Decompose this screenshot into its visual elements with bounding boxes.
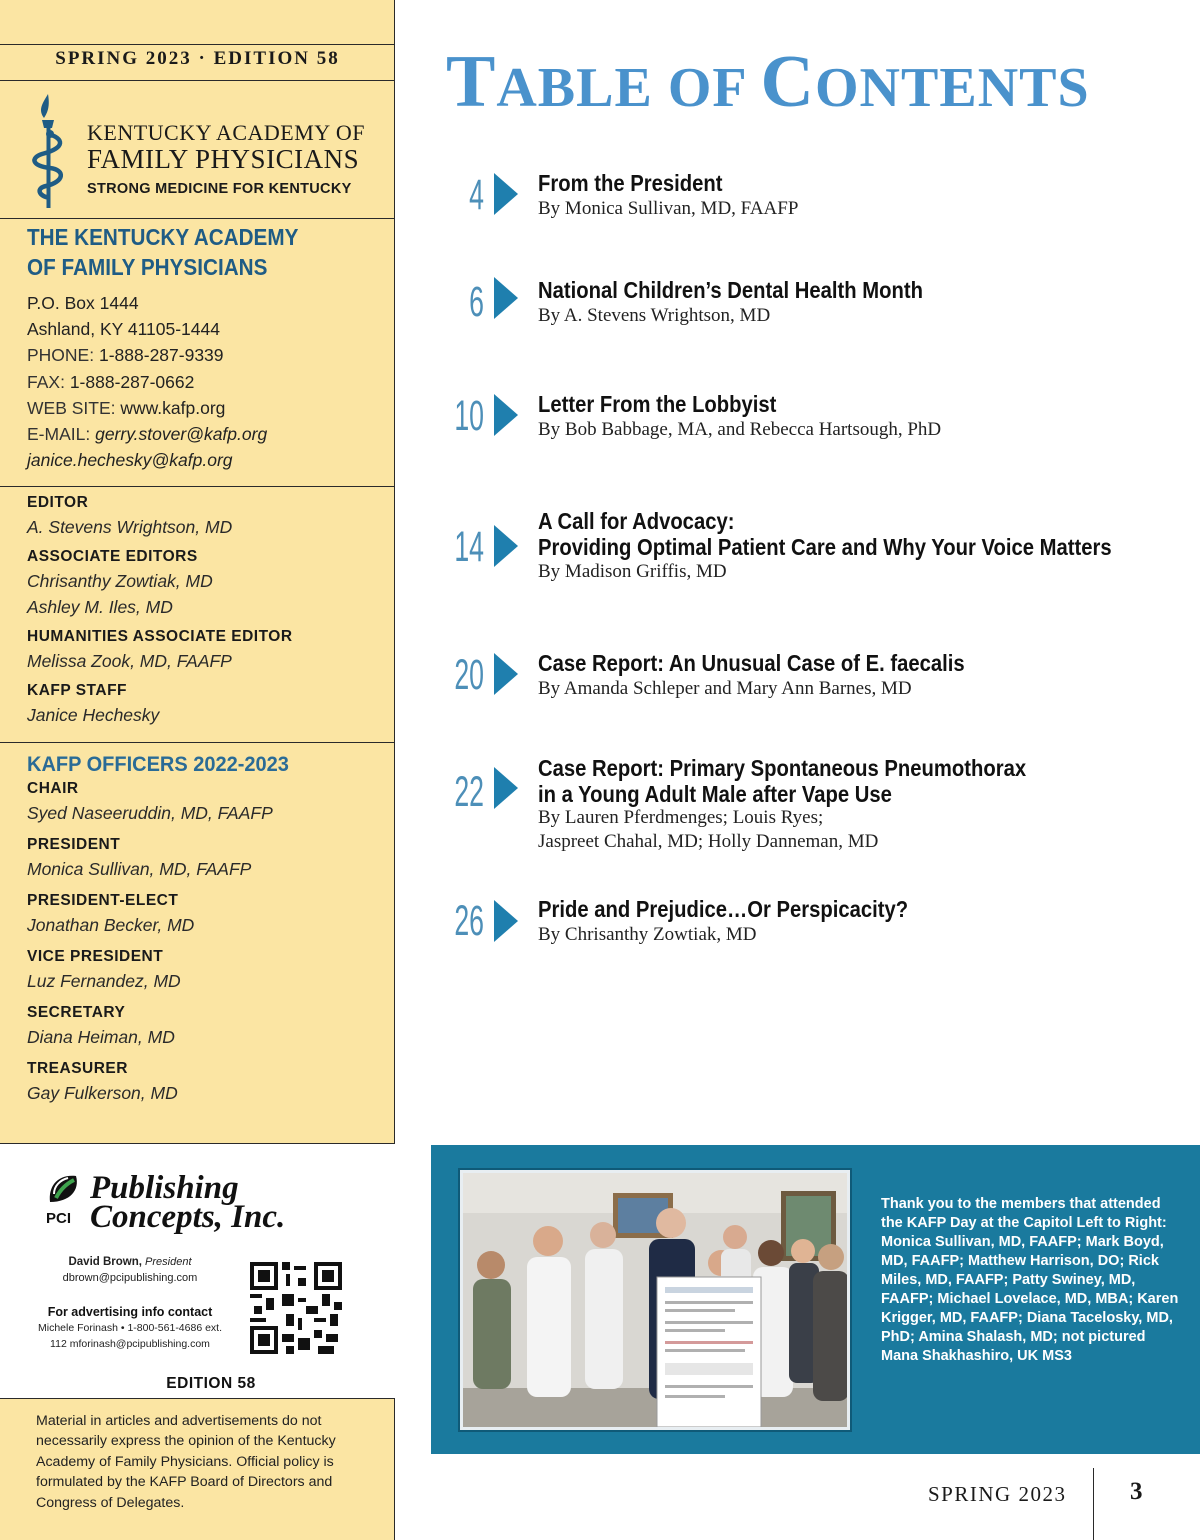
toc-entry[interactable] xyxy=(420,755,1180,855)
email-line xyxy=(27,421,387,447)
entry-title: Letter From the Lobbyist xyxy=(538,391,777,417)
logo-tagline: STRONG MEDICINE FOR KENTUCKY xyxy=(87,181,352,197)
ad-line-1: Michele Forinash • 1-800-561-4686 ext. xyxy=(37,1322,223,1334)
toc-entry[interactable] xyxy=(420,650,1180,710)
page-number: 26 xyxy=(454,897,484,945)
kafp-staff-name: Janice Hechesky xyxy=(27,705,160,725)
phone-number: 1-888-287-9339 xyxy=(98,345,224,366)
group-photo-illustration xyxy=(463,1173,850,1430)
entry-author: By Chrisanthy Zowtiak, MD xyxy=(538,924,757,945)
website-label: WEB SITE: xyxy=(27,397,116,418)
pci-leaf-icon xyxy=(46,1172,86,1208)
entry-author: By Monica Sullivan, MD, FAAFP xyxy=(538,198,799,219)
divider xyxy=(0,742,395,743)
arrow-icon xyxy=(494,900,518,942)
ad-line-2: 112 mforinash@pcipublishing.com xyxy=(50,1338,210,1350)
editorial-staff xyxy=(27,492,387,728)
email-label: E-MAIL: xyxy=(27,424,91,445)
academy-name-line-2: OF FAMILY PHYSICIANS xyxy=(27,254,268,280)
toc-entry[interactable] xyxy=(420,170,1180,230)
fax-label: FAX: xyxy=(27,371,65,392)
toc-entry[interactable] xyxy=(420,896,1180,956)
publisher-edition: EDITION 58 xyxy=(166,1375,256,1392)
editor-label: EDITOR xyxy=(27,494,89,511)
page-number: 4 xyxy=(469,171,484,219)
humanities-editor-label: HUMANITIES ASSOCIATE EDITOR xyxy=(27,628,293,645)
entry-title: Pride and Prejudice…Or Perspicacity? xyxy=(538,896,909,922)
divider xyxy=(0,218,395,219)
sidebar xyxy=(0,0,395,1540)
officer-role: SECRETARY xyxy=(27,1004,126,1021)
page-number: 14 xyxy=(454,523,484,571)
officer-name: Syed Naseeruddin, MD, FAAFP xyxy=(27,803,273,823)
email-link-2[interactable]: janice.hechesky@kafp.org xyxy=(27,450,233,471)
pci-abbr: PCI xyxy=(46,1210,72,1227)
arrow-icon xyxy=(494,525,518,567)
edition-line: SPRING 2023 · EDITION 58 xyxy=(55,48,340,69)
entry-author: By Lauren Pferdmenges; Louis Ryes; xyxy=(538,807,824,828)
entry-author: By Madison Griffis, MD xyxy=(538,561,727,582)
divider xyxy=(0,80,395,81)
page-number: 20 xyxy=(454,651,484,699)
entry-title: Case Report: An Unusual Case of E. faecalis xyxy=(538,650,965,676)
officer-name: Jonathan Becker, MD xyxy=(27,915,195,935)
qr-code-icon[interactable] xyxy=(250,1262,342,1354)
divider xyxy=(0,1398,395,1399)
entry-author: By Amanda Schleper and Mary Ann Barnes, MD xyxy=(538,678,912,699)
entry-title: A Call for Advocacy: xyxy=(538,508,735,534)
disclaimer: Material in articles and advertisements do not necessarily express the opinion of the Kentucky Academy of Family Physicians. Official policy is formulated by the KAFP Board of Directors and Congress of Delegates. xyxy=(36,1413,336,1511)
toc-entry[interactable] xyxy=(420,391,1180,451)
entry-author-line-2: Jaspreet Chahal, MD; Holly Danneman, MD xyxy=(538,831,879,852)
pci-word-1: Publishing xyxy=(90,1170,239,1206)
arrow-icon xyxy=(494,394,518,436)
page-number-footer: 3 xyxy=(1130,1478,1143,1505)
caduceus-flame-icon xyxy=(28,92,78,212)
contact-title: President xyxy=(145,1256,192,1268)
website-line xyxy=(27,395,387,421)
divider xyxy=(0,486,395,487)
officer-name: Monica Sullivan, MD, FAAFP xyxy=(27,859,252,879)
toc-title: TABLE OF CONTENTS xyxy=(446,41,1090,123)
page-number: 10 xyxy=(454,392,484,440)
officer-role: TREASURER xyxy=(27,1060,128,1077)
arrow-icon xyxy=(494,277,518,319)
kafp-logo xyxy=(28,92,368,212)
po-box: P.O. Box 1444 xyxy=(27,293,139,313)
ad-heading: For advertising info contact xyxy=(47,1305,213,1319)
website-link[interactable]: www.kafp.org xyxy=(120,397,226,418)
advertising-contact xyxy=(30,1304,230,1352)
arrow-icon xyxy=(494,173,518,215)
officers-block xyxy=(27,750,387,1107)
entry-title: From the President xyxy=(538,170,723,196)
publisher-contact xyxy=(30,1254,230,1286)
officer-role: VICE PRESIDENT xyxy=(27,948,164,965)
entry-title-line-2: in a Young Adult Male after Vape Use xyxy=(538,781,892,807)
entry-author: By A. Stevens Wrightson, MD xyxy=(538,305,771,326)
entry-title-line-2: Providing Optimal Patient Care and Why Your Voice Matters xyxy=(538,534,1112,560)
contact-name: David Brown, xyxy=(68,1256,142,1268)
academy-contact-block xyxy=(27,222,387,473)
fax-line xyxy=(27,369,387,395)
officer-name: Luz Fernandez, MD xyxy=(27,971,181,991)
officer-name: Diana Heiman, MD xyxy=(27,1027,175,1047)
entry-title: National Children’s Dental Health Month xyxy=(538,277,923,303)
associate-editors-label: ASSOCIATE EDITORS xyxy=(27,548,198,565)
entry-author: By Bob Babbage, MA, and Rebecca Hartsough, PhD xyxy=(538,419,942,440)
phone-label: PHONE: xyxy=(27,345,95,366)
humanities-editor-name: Melissa Zook, MD, FAAFP xyxy=(27,651,232,671)
toc-entry[interactable] xyxy=(420,508,1180,588)
pci-logo xyxy=(46,1172,346,1238)
publisher-block xyxy=(0,1144,395,1398)
associate-editor-name: Ashley M. Iles, MD xyxy=(27,597,173,617)
photo-caption: Thank you to the members that attended the KAFP Day at the Capitol Left to Right: Monica Sullivan, MD, FAAFP; Mark Boyd, MD, FAAFP; Matthew Harrison, DO; Rick Miles, MD, FAAFP; Patty Swiney, MD, FAAFP; Michael Lovelace, MD, MBA; Karen Krigger, MD, FAAFP; Diana Tacelosky, MD, PhD; Amina Shalash, MD; not pictured Mana Shakhashiro, UK MS3 xyxy=(881,1196,1179,1364)
fax-number: 1-888-287-0662 xyxy=(69,371,195,392)
footer-divider xyxy=(1093,1468,1094,1540)
logo-line-1: KENTUCKY ACADEMY OF xyxy=(87,120,365,145)
editor-name: A. Stevens Wrightson, MD xyxy=(27,517,233,537)
group-photo xyxy=(460,1170,850,1430)
email-link-1[interactable]: gerry.stover@kafp.org xyxy=(95,424,268,445)
city-address: Ashland, KY 41105-1444 xyxy=(27,319,220,340)
pci-word-2: Concepts, Inc. xyxy=(90,1199,286,1235)
page-number: 22 xyxy=(454,768,484,816)
officers-title: KAFP OFFICERS 2022-2023 xyxy=(27,752,289,776)
academy-name-line-1: THE KENTUCKY ACADEMY xyxy=(27,224,299,250)
logo-line-2: FAMILY PHYSICIANS xyxy=(87,144,360,174)
kafp-staff-label: KAFP STAFF xyxy=(27,682,128,699)
footer-season: SPRING 2023 xyxy=(928,1482,1067,1506)
associate-editor-name: Chrisanthy Zowtiak, MD xyxy=(27,571,213,591)
arrow-icon xyxy=(494,767,518,809)
photo-banner xyxy=(431,1145,1200,1454)
contact-email[interactable]: dbrown@pcipublishing.com xyxy=(62,1272,198,1284)
officer-role: PRESIDENT-ELECT xyxy=(27,892,179,909)
entry-title: Case Report: Primary Spontaneous Pneumothorax xyxy=(538,755,1027,781)
officer-role: CHAIR xyxy=(27,780,79,797)
phone-line xyxy=(27,342,387,368)
toc-entry[interactable] xyxy=(420,277,1180,337)
email-line-2 xyxy=(27,447,387,473)
officer-name: Gay Fulkerson, MD xyxy=(27,1083,178,1103)
divider xyxy=(0,44,395,45)
officer-role: PRESIDENT xyxy=(27,836,121,853)
page-number: 6 xyxy=(469,278,484,326)
arrow-icon xyxy=(494,653,518,695)
